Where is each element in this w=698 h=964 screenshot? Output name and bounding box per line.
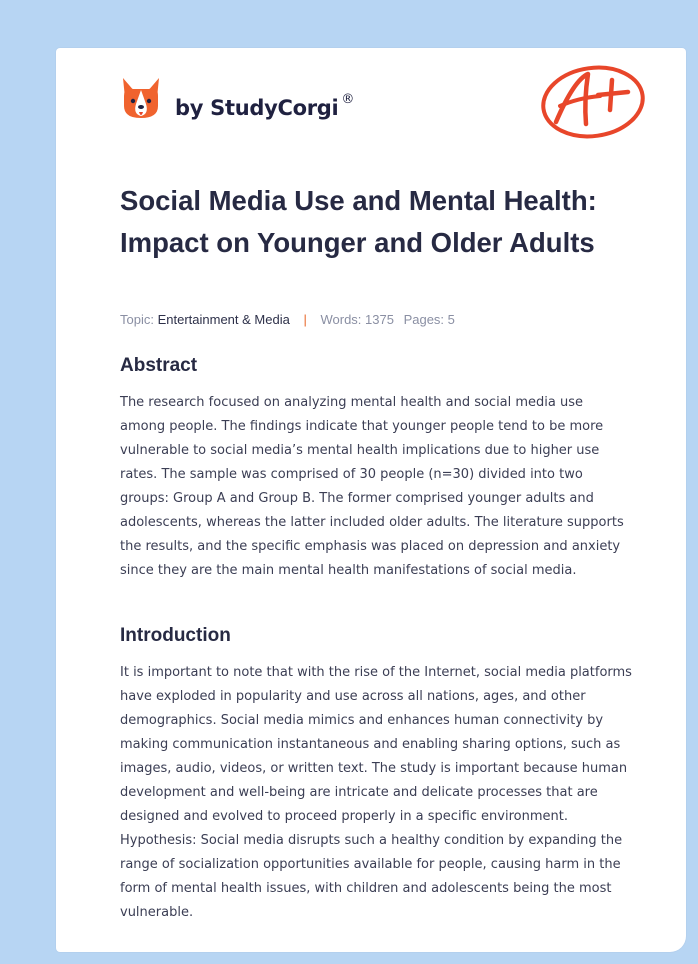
- section-text-introduction: It is important to note that with the rise of the Internet, social media platforms have exploded in popularity and use across all nations, ages, and other demographics. Social media mimics and enhances human connectivity by making communication instantaneous and enabling sharing options, such as images, audio, videos, or written text. The study is important because human development and well-being are intricate and delicate processes that are designed and evolved to proceed properly in a specific environment. Hypothesis: Social media disrupts such a healthy condition by expanding the range of socialization opportunities available for people, causing harm in the form of mental health issues, with children and adolescents being the most vulnerable.: [120, 665, 632, 920]
- topic-label: Topic:: [120, 312, 154, 327]
- section-heading-abstract: Abstract: [120, 355, 198, 376]
- grade-a-plus-icon: [538, 60, 648, 140]
- registered-mark: ®: [341, 92, 355, 107]
- corgi-logo-icon: [121, 76, 161, 122]
- section-heading-introduction: Introduction: [120, 625, 231, 646]
- section-text-abstract: The research focused on analyzing mental health and social media use among people. The findings indicate that younger people tend to be more vulnerable to social media’s mental health implications due to higher use rates. The sample was comprised of 30 people (n=30) divided into two groups: Group A and Group B. The former comprised younger adults and adolescents, whereas the latter included older adults. The literature supports the results, and the specific emphasis was placed on depression and anxiety since they are the main mental health manifestations of social media.: [120, 395, 624, 578]
- brand-header[interactable]: [121, 76, 381, 128]
- document-card: [56, 48, 686, 952]
- page-title: Social Media Use and Mental Health: Impact on Younger and Older Adults: [120, 185, 597, 258]
- brand-name: by StudyCorgi ®: [175, 92, 355, 120]
- word-count: Words: 1375: [320, 312, 394, 327]
- topic-link[interactable]: Entertainment & Media: [157, 312, 290, 327]
- document-meta: [120, 312, 640, 327]
- meta-separator: |: [303, 312, 307, 327]
- page-count: Pages: 5: [403, 312, 455, 327]
